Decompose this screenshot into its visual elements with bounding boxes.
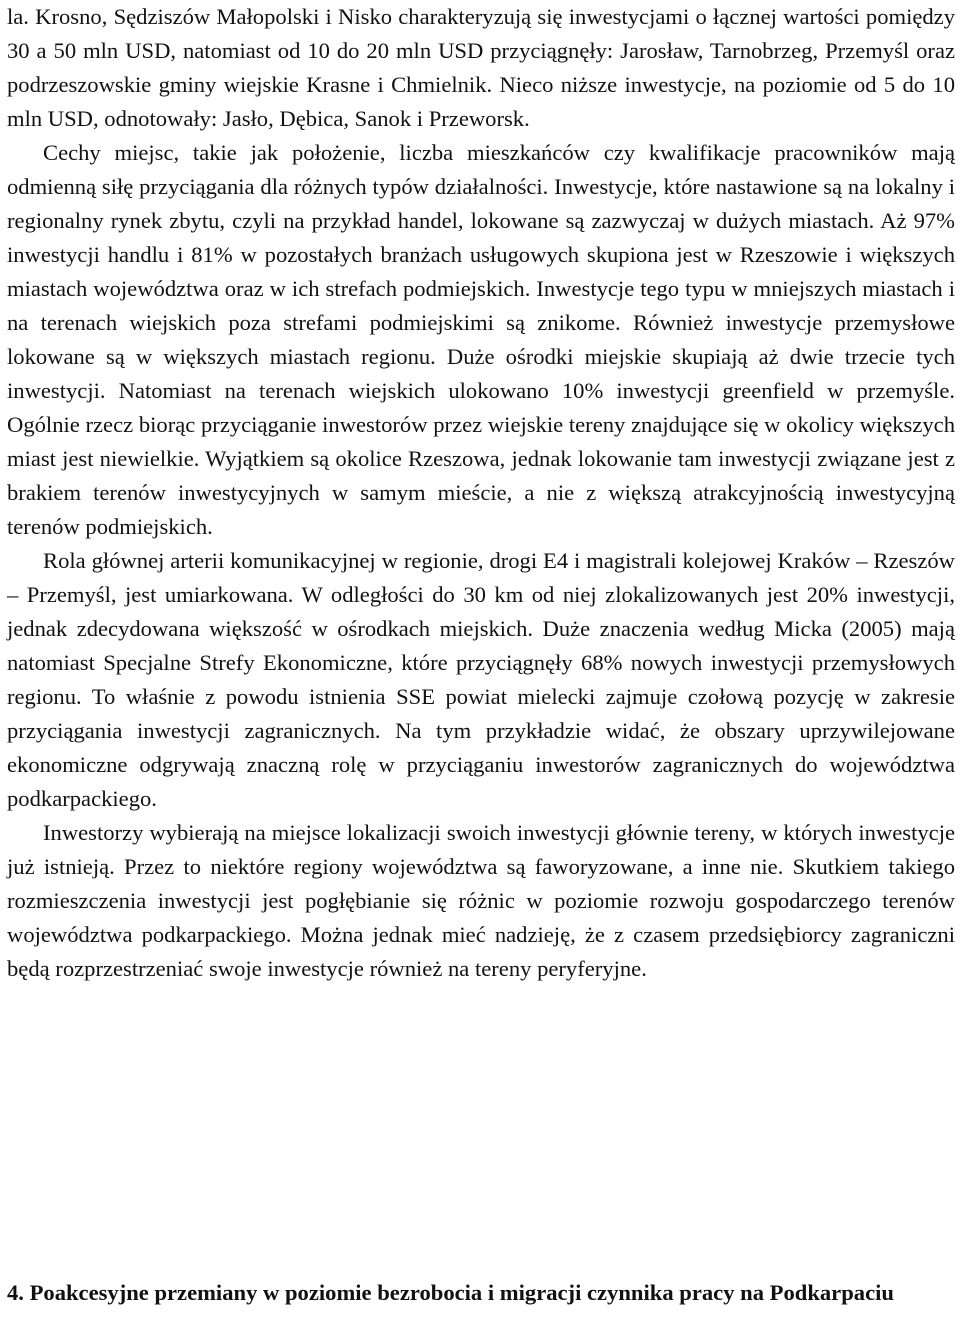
section-heading: 4. Poakcesyjne przemiany w poziomie bezrobocia i migracji czynnika pracy na Podkarpaciu xyxy=(7,1280,894,1305)
paragraph-location-features: Cechy miejsc, takie jak położenie, liczba mieszkańców czy kwalifikacje pracowników mają odmienną siłę przyciągania dla różnych typów działalności. Inwestycje, które nastawione są na lokalny i regionalny rynek zbytu, czyli na przykład handel, lokowane są zazwyczaj w dużych miastach. Aż 97% inwestycji handlu i 81% w pozostałych branżach usługowych skupiona jest w Rzeszowie i większych miastach województwa oraz w ich strefach podmiejskich. Inwestycje tego typu w mniejszych miastach i na terenach wiejskich poza strefami podmiejskimi są znikome. Również inwestycje przemysłowe lokowane są w większych miastach regionu. Duże ośrodki miejskie skupiają aż dwie trzecie tych inwestycji. Natomiast na terenach wiejskich ulokowano 10% inwestycji greenfield w przemyśle. Ogólnie rzecz biorąc przyciąganie inwestorów przez wiejskie tereny znajdujące się w okolicy większych miast jest niewielkie. Wyjątkiem są okolice Rzeszowa, jednak lokowanie tam inwestycji związane jest z brakiem terenów inwestycyjnych w samym mieście, a nie z większą atrakcyjnością inwestycyjną terenów podmiejskich. xyxy=(7,140,955,539)
document-page xyxy=(7,0,955,1305)
paragraph-investment-values: la. Krosno, Sędziszów Małopolski i Nisko charakteryzują się inwestycjami o łącznej wartości pomiędzy 30 a 50 mln USD, natomiast od 10 do 20 mln USD przyciągnęły: Jarosław, Tarnobrzeg, Przemyśl oraz podrzeszowskie gminy wiejskie Krasne i Chmielnik. Nieco niższe inwestycje, na poziomie od 5 do 10 mln USD, odnotowały: Jasło, Dębica, Sanok i Przeworsk. xyxy=(7,4,955,131)
paragraph-investor-choices: Inwestorzy wybierają na miejsce lokalizacji swoich inwestycji głównie tereny, w których inwestycje już istnieją. Przez to niektóre regiony województwa są faworyzowane, a inne nie. Skutkiem takiego rozmieszczenia inwestycji jest pogłębianie się różnic w poziomie rozwoju gospodarczego terenów województwa podkarpackiego. Można jednak mieć nadzieję, że z czasem przedsiębiorcy zagraniczni będą rozprzestrzeniać swoje inwestycje również na tereny peryferyjne. xyxy=(7,820,955,981)
paragraph-transport-artery: Rola głównej arterii komunikacyjnej w regionie, drogi E4 i magistrali kolejowej Kraków – Rzeszów – Przemyśl, jest umiarkowana. W odległości do 30 km od niej zlokalizowanych jest 20% inwestycji, jednak zdecydowana większość w ośrodkach miejskich. Duże znaczenia według Micka (2005) mają natomiast Specjalne Strefy Ekonomiczne, które przyciągnęły 68% nowych inwestycji przemysłowych regionu. To właśnie z powodu istnienia SSE powiat mielecki zajmuje czołową pozycję w zakresie przyciągania inwestycji zagranicznych. Na tym przykładzie widać, że obszary uprzywilejowane ekonomiczne odgrywają znaczną rolę w przyciąganiu inwestorów zagranicznych do województwa podkarpackiego. xyxy=(7,548,955,811)
